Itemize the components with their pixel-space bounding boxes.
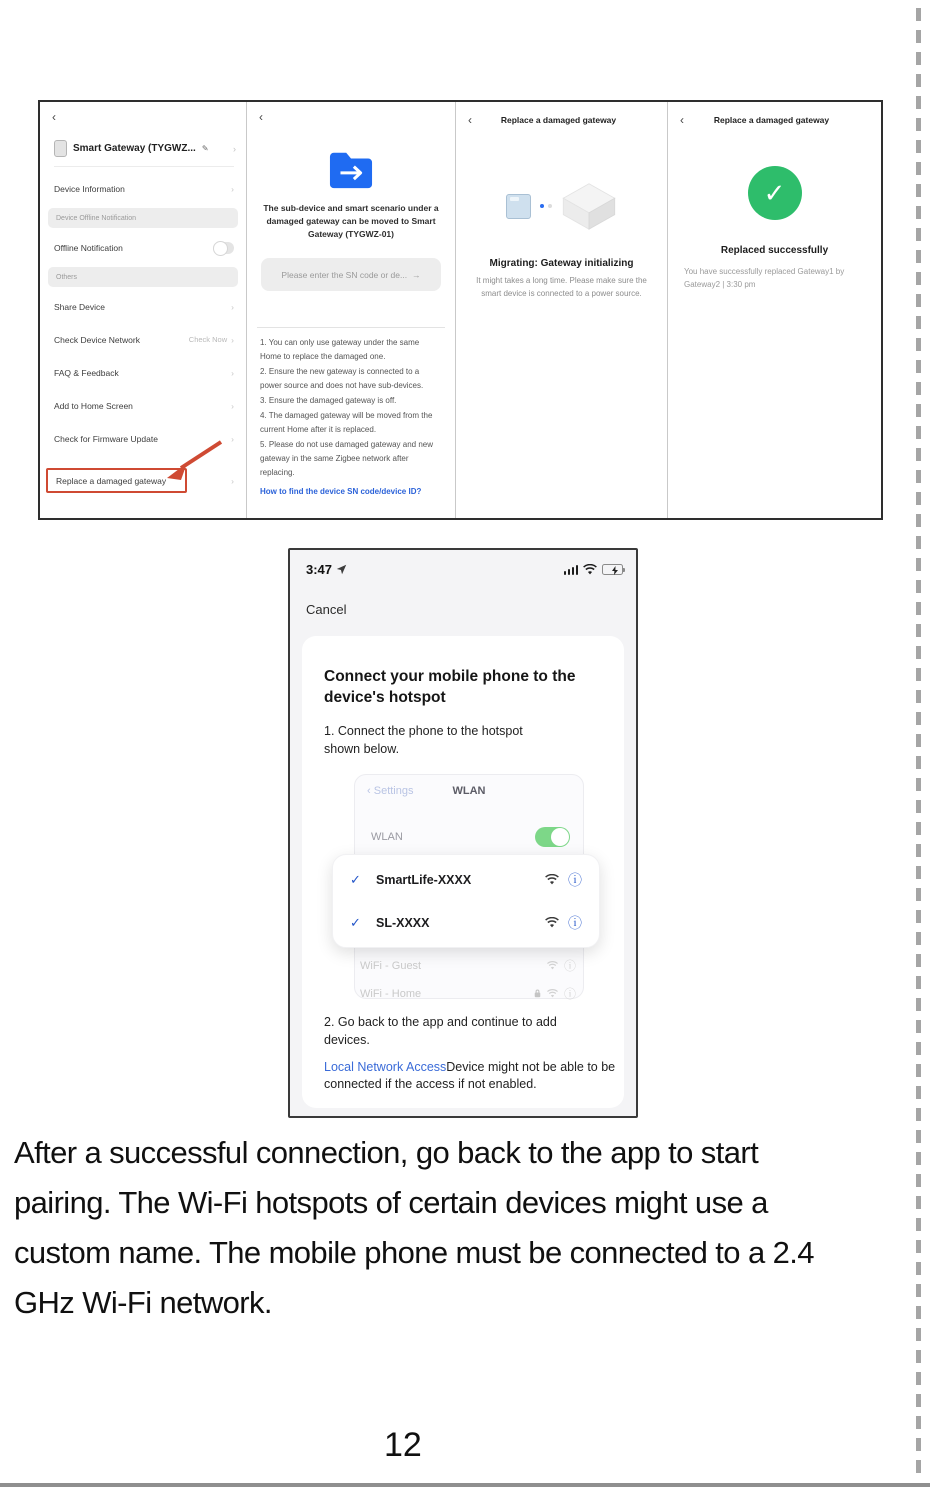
network-row[interactable]: ✓ SL-XXXX ⓘ bbox=[350, 914, 582, 931]
step1-text: 1. Connect the phone to the hotspot shown below. bbox=[324, 724, 523, 756]
note-text: Device might not be able to be connected if the access if not enabled. bbox=[324, 1060, 616, 1091]
hotspot-phone-screenshot bbox=[288, 548, 638, 1118]
success-check-icon: ✓ bbox=[748, 166, 802, 220]
step2-text: 2. Go back to the app and continue to add devices. bbox=[324, 1015, 557, 1047]
divider bbox=[54, 166, 234, 167]
info-icon[interactable]: ⓘ bbox=[568, 871, 582, 888]
wifi-icon bbox=[545, 874, 559, 885]
status-bar bbox=[306, 562, 623, 577]
move-caption: The sub-device and smart scenario under a damaged gateway can be moved to Smart Gateway (TYGWZ-01) bbox=[263, 203, 439, 239]
body-line: GHz Wi-Fi network. bbox=[14, 1285, 272, 1320]
replaced-caption: You have successfully replaced Gateway1 by Gateway2 | 3:30 pm bbox=[684, 267, 845, 289]
info-icon: ⓘ bbox=[563, 959, 576, 973]
bottom-rule bbox=[0, 1483, 930, 1487]
section-header-others: Others bbox=[48, 267, 238, 287]
device-icon bbox=[506, 194, 531, 219]
network-row[interactable]: ✓ SmartLife-XXXX ⓘ bbox=[350, 871, 582, 888]
device-header[interactable] bbox=[54, 140, 236, 157]
page-number: 12 bbox=[384, 1426, 422, 1464]
screen-migrating bbox=[455, 102, 667, 518]
wlan-title: WLAN bbox=[452, 785, 486, 797]
info-icon: ⓘ bbox=[563, 987, 576, 1001]
edit-icon[interactable]: ✎ bbox=[201, 144, 209, 153]
menu-item-offline-notification: Offline Notification bbox=[40, 231, 246, 264]
wifi-icon bbox=[583, 564, 597, 575]
note-item: 3. Ensure the damaged gateway is off. bbox=[260, 396, 397, 405]
pairing-card bbox=[302, 636, 624, 1108]
battery-icon bbox=[602, 564, 623, 575]
screen-title: Replace a damaged gateway bbox=[500, 115, 617, 125]
screen-device-settings bbox=[40, 102, 246, 518]
chevron-right-icon: › bbox=[231, 400, 234, 411]
chevron-right-icon: › bbox=[231, 334, 234, 345]
settings-back-link[interactable]: ‹ Settings bbox=[367, 785, 414, 797]
dashed-page-border bbox=[916, 8, 921, 1476]
cancel-button[interactable]: Cancel bbox=[306, 602, 347, 617]
wlan-toggle[interactable] bbox=[535, 827, 570, 847]
local-network-note bbox=[324, 1059, 619, 1092]
chevron-right-icon: › bbox=[231, 367, 234, 378]
menu-item-faq-feedback[interactable]: FAQ & Feedback › bbox=[54, 367, 234, 378]
move-folder-icon bbox=[326, 148, 376, 192]
check-now-value: Check Now bbox=[188, 335, 228, 344]
back-icon[interactable]: ‹ bbox=[680, 113, 684, 127]
arrow-right-icon: → bbox=[412, 269, 421, 280]
screen-title: Replace a damaged gateway bbox=[713, 115, 830, 125]
migrating-caption: It might takes a long time. Please make sure the smart device is connected to a power source. bbox=[476, 276, 647, 298]
menu-item-check-device-network[interactable]: Check Device Network Check Now › bbox=[54, 334, 234, 345]
back-icon[interactable]: ‹ bbox=[52, 110, 56, 124]
divider bbox=[257, 327, 445, 328]
back-icon[interactable]: ‹ bbox=[468, 113, 472, 127]
cellular-signal-icon bbox=[564, 565, 579, 575]
wifi-icon bbox=[547, 989, 558, 998]
menu-item-device-information[interactable]: Device Information › bbox=[54, 183, 234, 194]
chevron-right-icon: › bbox=[231, 433, 234, 444]
screenshot-panel bbox=[38, 100, 883, 520]
screen-replace-success bbox=[667, 102, 881, 518]
body-paragraph bbox=[14, 1128, 814, 1328]
sn-code-input[interactable]: Please enter the SN code or de... → bbox=[261, 258, 441, 291]
chevron-right-icon: › bbox=[231, 301, 234, 312]
info-icon[interactable]: ⓘ bbox=[568, 914, 582, 931]
chevron-right-icon: › bbox=[231, 476, 234, 486]
network-row-faded[interactable]: WiFi - Guest ⓘ bbox=[360, 959, 576, 973]
network-row-faded[interactable]: WiFi - Home ⓘ bbox=[360, 987, 576, 1001]
note-item: 2. Ensure the new gateway is connected to a power source and does not have sub-devices. bbox=[260, 367, 424, 390]
note-item: 1. You can only use gateway under the same Home to replace the damaged one. bbox=[260, 338, 420, 361]
body-line: pairing. The Wi-Fi hotspots of certain devices might use a bbox=[14, 1185, 768, 1220]
card-title: Connect your mobile phone to the device's hotspot bbox=[324, 668, 576, 706]
local-network-access-link[interactable]: Local Network Access bbox=[324, 1060, 447, 1074]
check-icon: ✓ bbox=[350, 871, 361, 887]
note-item: 4. The damaged gateway will be moved from the current Home after it is replaced. bbox=[260, 411, 433, 434]
migration-graphic bbox=[456, 182, 667, 230]
hotspot-list-popup bbox=[332, 854, 600, 948]
wifi-icon bbox=[547, 961, 558, 970]
clock-time: 3:47 bbox=[306, 562, 333, 577]
wlan-illustration bbox=[324, 774, 602, 999]
device-thumbnail-icon bbox=[54, 140, 67, 157]
menu-item-add-to-home-screen[interactable]: Add to Home Screen › bbox=[54, 400, 234, 411]
wlan-row-label: WLAN bbox=[371, 831, 403, 843]
check-icon: ✓ bbox=[350, 914, 361, 930]
progress-dots bbox=[540, 204, 552, 208]
note-item: 5. Please do not use damaged gateway and new gateway in the same Zigbee network after replacing. bbox=[260, 440, 434, 477]
body-line: After a successful connection, go back to the app to start bbox=[14, 1135, 759, 1170]
gateway-cube-icon bbox=[561, 182, 617, 230]
wifi-icon bbox=[545, 917, 559, 928]
highlight-red-box: Replace a damaged gateway bbox=[46, 468, 187, 493]
section-header-offline-notification: Device Offline Notification bbox=[48, 208, 238, 228]
lock-icon bbox=[534, 989, 541, 998]
offline-notification-toggle[interactable] bbox=[213, 242, 234, 254]
menu-item-check-firmware-update[interactable]: Check for Firmware Update › bbox=[54, 433, 234, 444]
back-icon[interactable]: ‹ bbox=[259, 110, 263, 124]
sn-code-help-link[interactable]: How to find the device SN code/device ID? bbox=[260, 487, 422, 496]
menu-item-share-device[interactable]: Share Device › bbox=[54, 301, 234, 312]
device-title: Smart Gateway (TYGWZ... bbox=[73, 143, 196, 154]
screen-move-subdevices bbox=[246, 102, 455, 518]
notes-list bbox=[260, 336, 442, 480]
chevron-right-icon: › bbox=[233, 143, 236, 154]
chevron-right-icon: › bbox=[231, 183, 234, 194]
replaced-status: Replaced successfully bbox=[720, 245, 829, 256]
location-arrow-icon bbox=[336, 564, 347, 575]
annotation-arrow-icon bbox=[155, 438, 227, 484]
migrating-status: Migrating: Gateway initializing bbox=[489, 258, 634, 269]
body-line: custom name. The mobile phone must be connected to a 2.4 bbox=[14, 1235, 814, 1270]
